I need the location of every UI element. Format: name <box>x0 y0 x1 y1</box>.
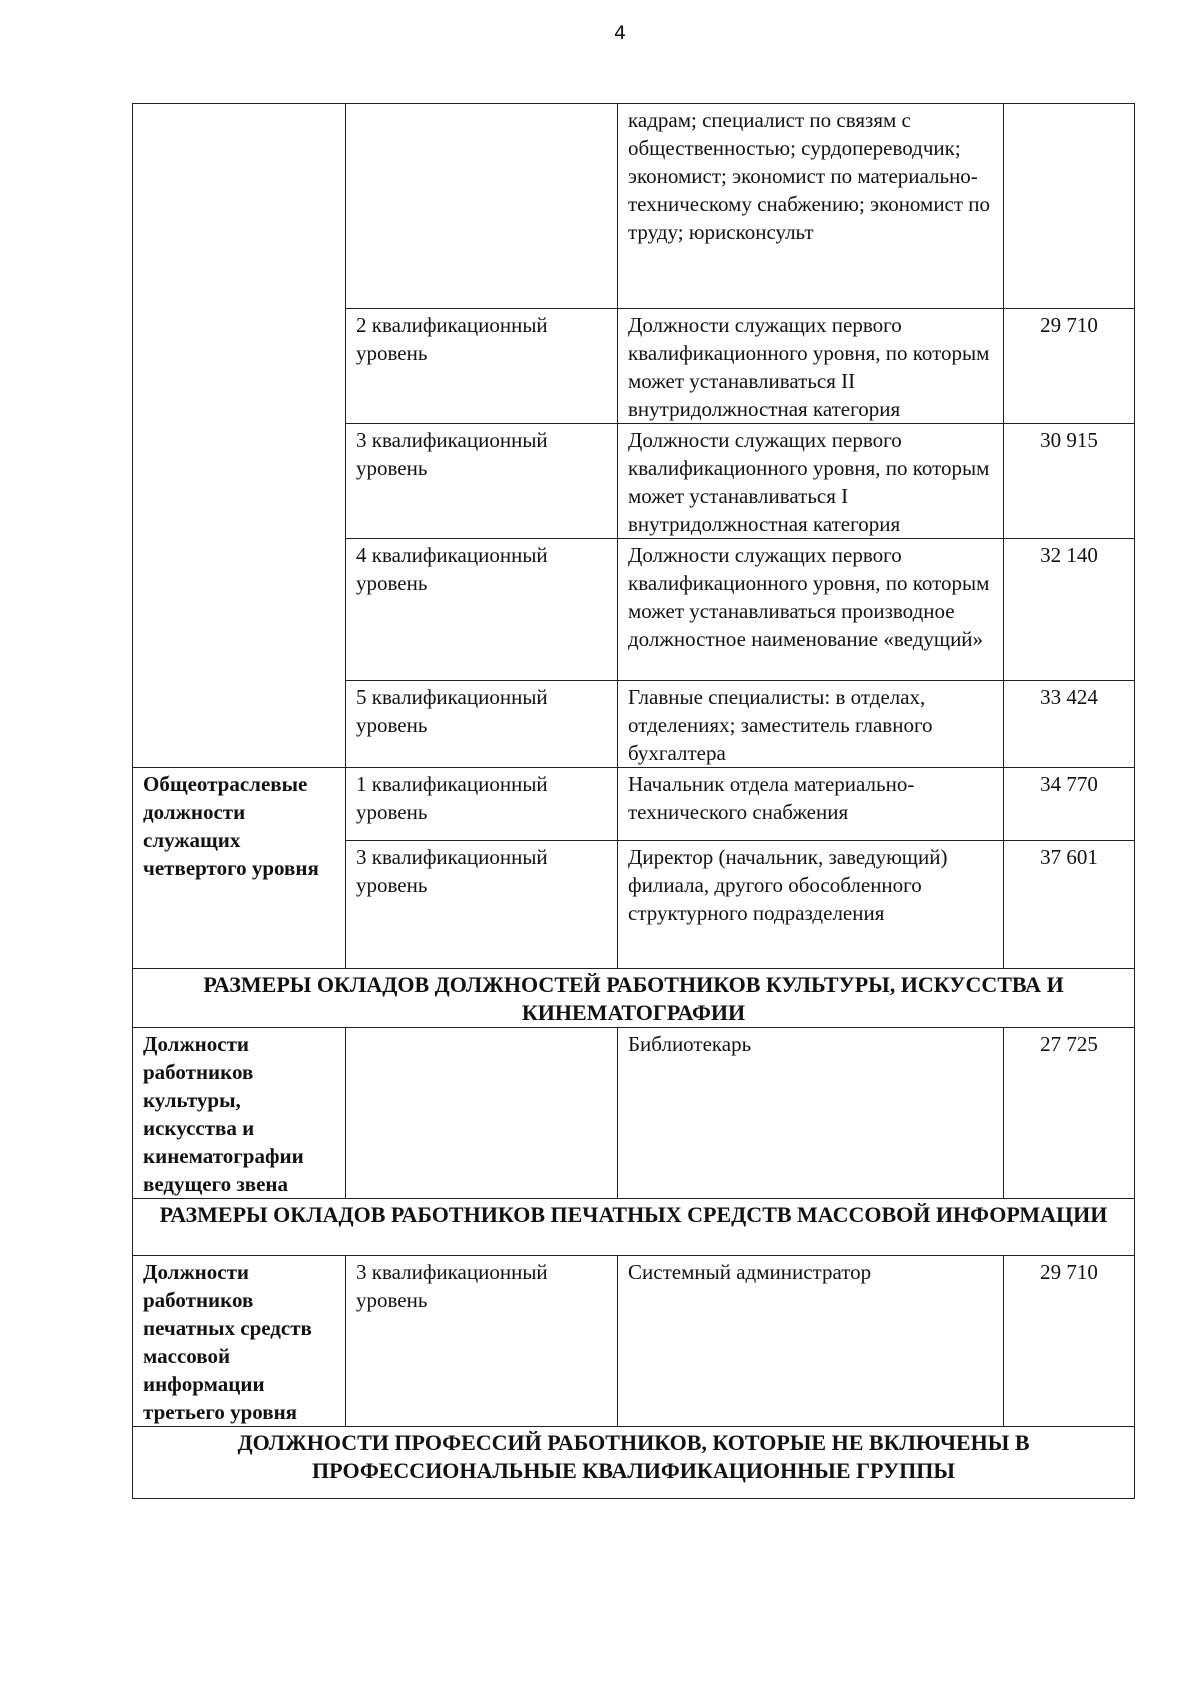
position-cell: Должности служащих первого квалификационного уровня, по которым может устанавливаться производное должностное наименование «ведущий» <box>618 539 1004 681</box>
level-cell: 2 квалификационный уровень <box>346 309 618 424</box>
level-cell: 1 квалификационный уровень <box>346 768 618 841</box>
table-row <box>133 1028 1135 1199</box>
salary-cell: 29 710 <box>1004 1256 1135 1427</box>
level-cell: 4 квалификационный уровень <box>346 539 618 681</box>
position-cell: Должности служащих первого квалификационного уровня, по которым может устанавливаться II внутридолжностная категория <box>618 309 1004 424</box>
group-cell: Общеотраслевые должности служащих четвертого уровня <box>133 768 346 969</box>
salary-cell <box>1004 104 1135 309</box>
salary-table <box>132 103 1135 1499</box>
level-cell <box>346 104 618 309</box>
position-cell: кадрам; специалист по связям с общественностью; сурдопереводчик; экономист; экономист по материально-техническому снабжению; экономист по труду; юрисконсульт <box>618 104 1004 309</box>
table-row <box>133 1256 1135 1427</box>
page-number: 4 <box>613 22 627 44</box>
salary-cell: 32 140 <box>1004 539 1135 681</box>
level-cell: 3 квалификационный уровень <box>346 841 618 969</box>
position-cell: Должности служащих первого квалификационного уровня, по которым может устанавливаться I внутридолжностная категория <box>618 424 1004 539</box>
salary-cell: 29 710 <box>1004 309 1135 424</box>
salary-cell: 27 725 <box>1004 1028 1135 1199</box>
section-row <box>133 1199 1135 1256</box>
salary-cell: 30 915 <box>1004 424 1135 539</box>
position-cell: Главные специалисты: в отделах, отделениях; заместитель главного бухгалтера <box>618 681 1004 768</box>
section-row <box>133 969 1135 1028</box>
group-cell: Должности работников культуры, искусства и кинематографии ведущего звена <box>133 1028 346 1199</box>
position-cell: Системный администратор <box>618 1256 1004 1427</box>
salary-cell: 33 424 <box>1004 681 1135 768</box>
section-heading: ДОЛЖНОСТИ ПРОФЕССИЙ РАБОТНИКОВ, КОТОРЫЕ НЕ ВКЛЮЧЕНЫ В ПРОФЕССИОНАЛЬНЫЕ КВАЛИФИКАЦИОННЫЕ ГРУППЫ <box>133 1427 1135 1499</box>
table-row <box>133 104 1135 309</box>
level-cell: 3 квалификационный уровень <box>346 1256 618 1427</box>
section-row <box>133 1427 1135 1499</box>
level-cell: 5 квалификационный уровень <box>346 681 618 768</box>
level-cell <box>346 1028 618 1199</box>
position-cell: Библиотекарь <box>618 1028 1004 1199</box>
position-cell: Начальник отдела материально-технического снабжения <box>618 768 1004 841</box>
table-row <box>133 768 1135 841</box>
salary-cell: 37 601 <box>1004 841 1135 969</box>
group-cell <box>133 104 346 768</box>
section-heading: РАЗМЕРЫ ОКЛАДОВ РАБОТНИКОВ ПЕЧАТНЫХ СРЕДСТВ МАССОВОЙ ИНФОРМАЦИИ <box>133 1199 1135 1256</box>
group-cell: Должности работников печатных средств массовой информации третьего уровня <box>133 1256 346 1427</box>
salary-cell: 34 770 <box>1004 768 1135 841</box>
level-cell: 3 квалификационный уровень <box>346 424 618 539</box>
section-heading: РАЗМЕРЫ ОКЛАДОВ ДОЛЖНОСТЕЙ РАБОТНИКОВ КУЛЬТУРЫ, ИСКУССТВА И КИНЕМАТОГРАФИИ <box>133 969 1135 1028</box>
position-cell: Директор (начальник, заведующий) филиала, другого обособленного структурного подразделения <box>618 841 1004 969</box>
